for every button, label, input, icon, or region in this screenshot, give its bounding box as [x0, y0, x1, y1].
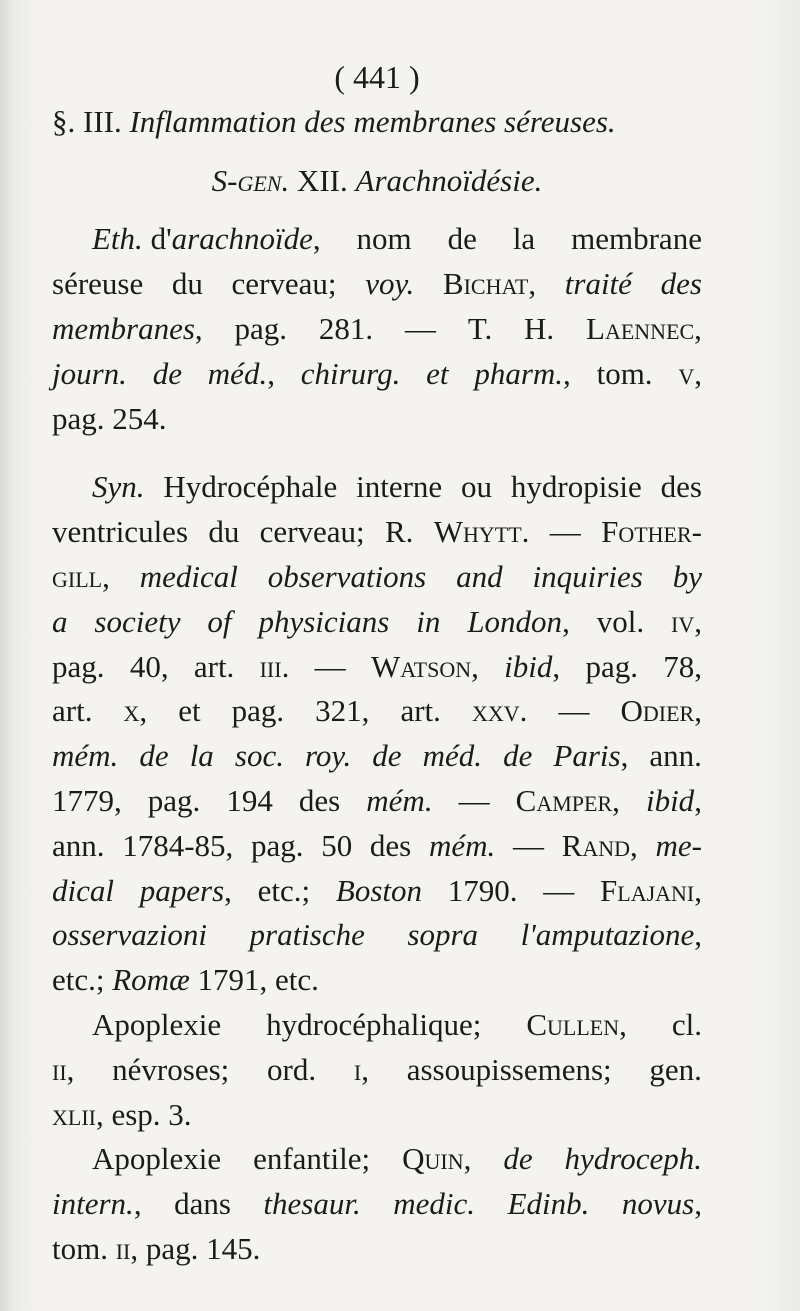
synonyms-line: ventricules du cerveau; R. Whytt. — Fother-	[52, 514, 702, 550]
etymology-line: Eth. d'arachnoïde, nom de la membrane	[92, 221, 702, 257]
apoplexie-enfantile-paragraph	[52, 1137, 702, 1271]
synonyms-line: etc.; Romæ 1791, etc.	[52, 962, 319, 998]
synonyms-line: art. x, et pag. 321, art. xxv. — Odier,	[52, 693, 702, 729]
synonyms-paragraph	[52, 465, 702, 1003]
subgenus-heading: S-gen. XII. Arachnoïdésie.	[211, 162, 543, 198]
synonyms-line: ann. 1784-85, pag. 50 des mém. — Rand, me-	[52, 827, 702, 863]
apoplexie-enfantile-line: tom. ii, pag. 145.	[52, 1230, 261, 1266]
etymology-line: pag. 254.	[52, 400, 167, 436]
etymology-paragraph	[52, 217, 702, 441]
synonyms-line: gill, medical observations and inquiries by	[52, 558, 702, 594]
section-heading: §. III. Inflammation des membranes séreuses.	[52, 103, 616, 139]
synonyms-line: mém. de la soc. roy. de méd. de Paris, ann.	[52, 738, 702, 774]
synonyms-line: pag. 40, art. iii. — Watson, ibid, pag. 78,	[52, 648, 702, 684]
synonyms-line: a society of physicians in London, vol. iv,	[52, 603, 702, 639]
apoplexie-line: xlii, esp. 3.	[52, 1096, 192, 1132]
synonyms-line: Syn. Hydrocéphale interne ou hydropisie des	[92, 469, 702, 505]
synonyms-line: 1779, pag. 194 des mém. — Camper, ibid,	[52, 782, 702, 818]
synonyms-line: osservazioni pratische sopra l'amputazione,	[52, 917, 702, 953]
synonyms-line: dical papers, etc.; Boston 1790. — Flajani,	[52, 872, 702, 908]
page-number: ( 441 )	[334, 59, 420, 95]
page-text	[52, 55, 702, 1272]
apoplexie-enfantile-line: intern., dans thesaur. medic. Edinb. novus,	[52, 1186, 702, 1222]
etymology-line: séreuse du cerveau; voy. Bichat, traité des	[52, 266, 702, 302]
apoplexie-line: ii, névroses; ord. i, assoupissemens; gen.	[52, 1051, 702, 1087]
etymology-line: journ. de méd., chirurg. et pharm., tom. v,	[52, 355, 702, 391]
apoplexie-hydrocephalique-paragraph	[52, 1003, 702, 1137]
apoplexie-line: Apoplexie hydrocéphalique; Cullen, cl.	[92, 1006, 702, 1042]
etymology-line: membranes, pag. 281. — T. H. Laennec,	[52, 310, 702, 346]
apoplexie-enfantile-line: Apoplexie enfantile; Quin, de hydroceph.	[92, 1141, 702, 1177]
